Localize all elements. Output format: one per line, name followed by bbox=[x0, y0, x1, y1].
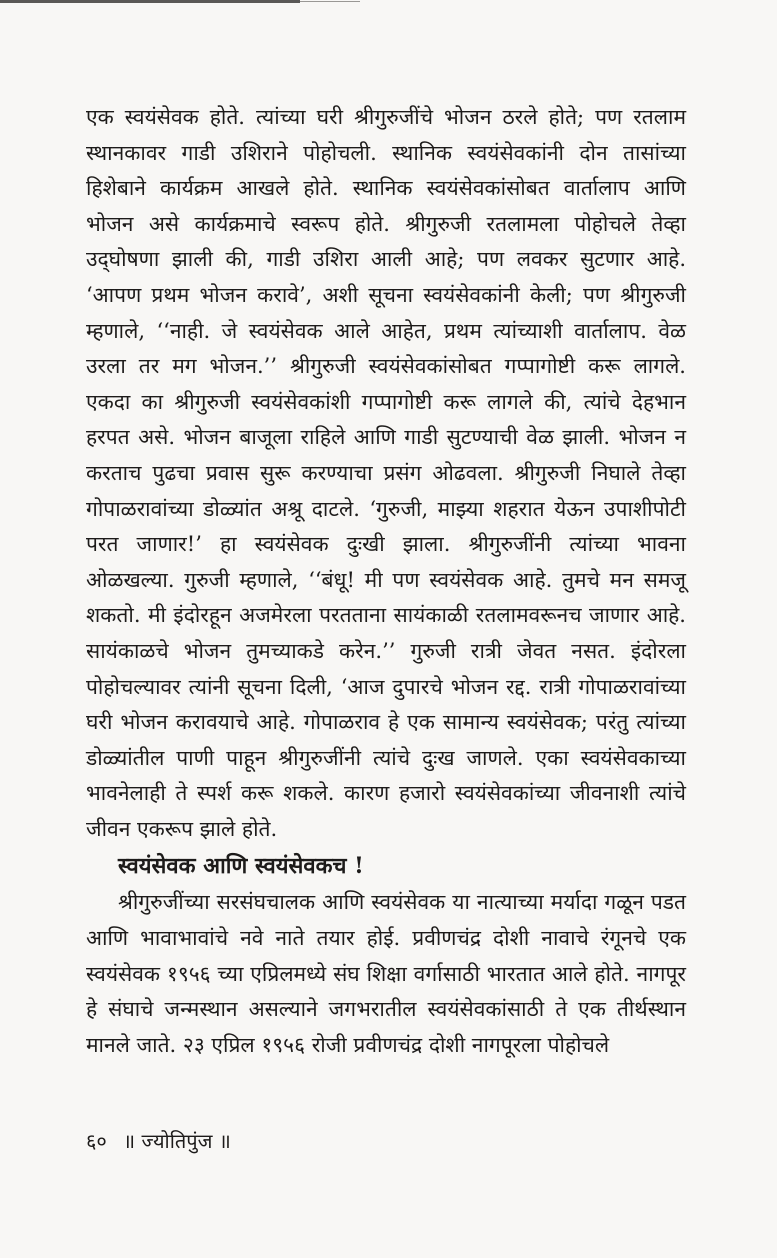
page-body bbox=[86, 100, 686, 1063]
top-border-rule-thin bbox=[300, 1, 360, 2]
top-border-rule bbox=[0, 0, 300, 3]
paragraph-2: श्रीगुरुजींच्या सरसंघचालक आणि स्वयंसेवक या नात्याच्या मर्यादा गळून पडत आणि भावाभावांचे नवे नाते तयार होई. प्रवीणचंद्र दोशी नावाचे रंगूनचे एक स्वयंसेवक १९५६ च्या एप्रिलमध्ये संघ शिक्षा वर्गासाठी भारतात आले होते. नागपूर हे संघाचे जन्मस्थान असल्याने जगभरातील स्वयंसेवकांसाठी ते एक तीर्थस्थान मानले जाते. २३ एप्रिल १९५६ रोजी प्रवीणचंद्र दोशी नागपूरला पोहोचले bbox=[86, 890, 686, 1057]
book-title: ॥ ज्योतिपुंज ॥ bbox=[123, 1129, 231, 1153]
section-heading: स्वयंसेवक आणि स्वयंसेवकच ! bbox=[118, 853, 364, 880]
paragraph-1: एक स्वयंसेवक होते. त्यांच्या घरी श्रीगुरुजींचे भोजन ठरले होते; पण रतलाम स्थानकावर गाडी उशिराने पोहोचली. स्थानिक स्वयंसेवकांनी दोन तासांच्या हिशेबाने कार्यक्रम आखले होते. स्थानिक स्वयंसेवकांसोबत वार्तालाप आणि भोजन असे कार्यक्रमाचे स्वरूप होते. श्रीगुरुजी रतलामला पोहोचले तेव्हा उद्‌घोषणा झाली की, गाडी उशिरा आली आहे; पण लवकर सुटणार आहे. ‘आपण प्रथम भोजन करावे’, अशी सूचना स्वयंसेवकांनी केली; पण श्रीगुरुजी म्हणाले, ‘‘नाही. जे स्वयंसेवक आले आहेत, प्रथम त्यांच्याशी वार्तालाप. वेळ उरला तर मग भोजन.’’ श्रीगुरुजी स्वयंसेवकांसोबत गप्पागोष्टी करू लागले. एकदा का श्रीगुरुजी स्वयंसेवकांशी गप्पागोष्टी करू लागले की, त्यांचे देहभान हरपत असे. भोजन बाजूला राहिले आणि गाडी सुटण्याची वेळ झाली. भोजन न करताच पुढचा प्रवास सुरू करण्याचा प्रसंग ओढवला. श्रीगुरुजी निघाले तेव्हा गोपाळरावांच्या डोळ्यांत अश्रू दाटले. ‘गुरुजी, माझ्या शहरात येऊन उपाशीपोटी परत जाणार!’ हा स्वयंसेवक दुःखी झाला. श्रीगुरुजींनी त्यांच्या भावना ओळखल्या. गुरुजी म्हणाले, ‘‘बंधू! मी पण स्वयंसेवक आहे. तुमचे मन समजू शकतो. मी इंदोरहून अजमेरला परतताना सायंकाळी रतलामवरूनच जाणार आहे. सायंकाळचे भोजन तुमच्याकडे करेन.’’ गुरुजी रात्री जेवत नसत. इंदोरला पोहोचल्यावर त्यांनी सूचना दिली, ‘आज दुपारचे भोजन रद्द. रात्री गोपाळरावांच्या घरी भोजन करावयाचे आहे. गोपाळराव हे एक सामान्य स्वयंसेवक; परंतु त्यांच्या डोळ्यांतील पाणी पाहून श्रीगुरुजींनी त्यांचे दुःख जाणले. एका स्वयंसेवकाच्या भावनेलाही ते स्पर्श करू शकले. कारण हजारो स्वयंसेवकांच्या जीवनाशी त्यांचे जीवन एकरूप झाले होते. bbox=[86, 105, 686, 841]
page-footer bbox=[86, 1127, 231, 1155]
page-number: ६० bbox=[86, 1129, 107, 1153]
